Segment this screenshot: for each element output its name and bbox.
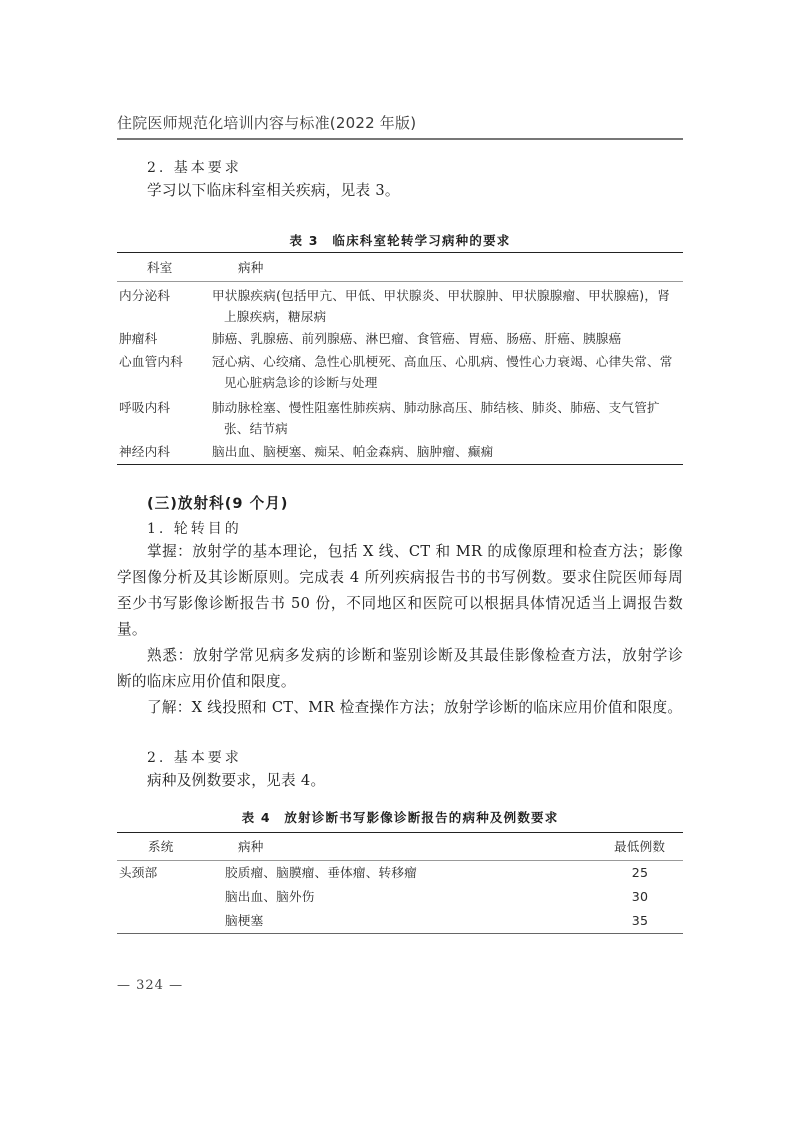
running-header: 住院医师规范化培训内容与标准(2022 年版): [117, 114, 417, 132]
table4-caption: 表 4 放射诊断书写影像诊断报告的病种及例数要求: [241, 810, 559, 825]
paragraph-table3-intro: 学习以下临床科室相关疾病，见表 3。: [147, 182, 400, 199]
table3-dept: 呼吸内科: [119, 400, 171, 415]
table4-system: 头颈部: [119, 865, 158, 880]
table3-dept: 内分泌科: [119, 288, 171, 303]
table3-diseases-line1: 肺癌、乳腺癌、前列腺癌、淋巴瘤、食管癌、胃癌、肠癌、肝癌、胰腺癌: [212, 331, 622, 346]
table3-header-dept: 科室: [147, 260, 173, 275]
table4-top-rule: [117, 832, 683, 833]
table3-diseases-line1: 肺动脉栓塞、慢性阻塞性肺疾病、肺动脉高压、肺结核、肺炎、肺癌、支气管扩: [212, 400, 660, 415]
section-title-radiology: (三)放射科(9 个月): [147, 495, 289, 512]
table3-caption: 表 3 临床科室轮转学习病种的要求: [289, 233, 511, 248]
table4-min-cases: 30: [631, 889, 649, 904]
table3-dept: 肿瘤科: [119, 331, 158, 346]
table4-disease: 脑出血、脑外伤: [225, 889, 315, 904]
subheading-rotation-goals: 1. 轮转目的: [147, 521, 242, 537]
table3-diseases-line2: 张、结节病: [224, 421, 288, 436]
table4-bottom-rule: [117, 933, 683, 934]
table3-diseases: [212, 441, 680, 462]
table3-diseases: [212, 351, 680, 393]
table3-diseases-line1: 脑出血、脑梗塞、痴呆、帕金森病、脑肿瘤、癫痫: [212, 444, 494, 459]
table4-disease: 脑梗塞: [225, 913, 264, 928]
table3-top-rule: [117, 252, 683, 253]
table3-header-rule: [117, 281, 683, 282]
table4-header-rule: [117, 860, 683, 861]
table4-min-cases: 35: [631, 913, 649, 928]
table3-diseases: [212, 397, 680, 439]
table4-min-cases: 25: [631, 865, 649, 880]
paragraph-master: 掌握：放射学的基本理论，包括 X 线、CT 和 MR 的成像原理和检查方法；影像学图像分析及其诊断原则。完成表 4 所列疾病报告书的书写例数。要求住院医师每周至少书写影像诊断报告书 50 份，不同地区和医院可以根据具体情况适当上调报告数量。: [117, 543, 683, 638]
subheading-basic-requirements-2: 2. 基本要求: [147, 750, 242, 766]
page-number: — 324 —: [117, 978, 184, 993]
table3-diseases-line1: 甲状腺疾病(包括甲亢、甲低、甲状腺炎、甲状腺肿、甲状腺腺瘤、甲状腺癌)，肾: [212, 288, 671, 303]
table3-diseases-line2: 见心脏病急诊的诊断与处理: [224, 375, 378, 390]
header-rule: [117, 138, 683, 140]
table3-diseases-line2: 上腺疾病，糖尿病: [224, 309, 327, 324]
table3-bottom-rule: [117, 464, 683, 465]
table3-diseases: [212, 328, 680, 349]
table3-diseases-line1: 冠心病、心绞痛、急性心肌梗死、高血压、心肌病、慢性心力衰竭、心律失常、常: [212, 354, 673, 369]
table3-dept: 心血管内科: [119, 354, 183, 369]
table4-header-system: 系统: [148, 839, 174, 854]
table4-header-min-cases: 最低例数: [614, 839, 666, 854]
paragraph-familiar: 熟悉：放射学常见病多发病的诊断和鉴别诊断及其最佳影像检查方法，放射学诊断的临床应用价值和限度。: [117, 647, 683, 690]
subheading-basic-requirements: 2. 基本要求: [147, 160, 242, 176]
table3-dept: 神经内科: [119, 444, 171, 459]
paragraph-table4-intro: 病种及例数要求，见表 4。: [147, 772, 326, 789]
table3-header-diseases: 病种: [238, 260, 264, 275]
table4-disease: 胶质瘤、脑膜瘤、垂体瘤、转移瘤: [225, 865, 417, 880]
table3-diseases: [212, 285, 680, 327]
paragraph-understand: 了解：X 线投照和 CT、MR 检查操作方法；放射学诊断的临床应用价值和限度。: [147, 699, 683, 716]
table4-header-diseases: 病种: [238, 839, 264, 854]
